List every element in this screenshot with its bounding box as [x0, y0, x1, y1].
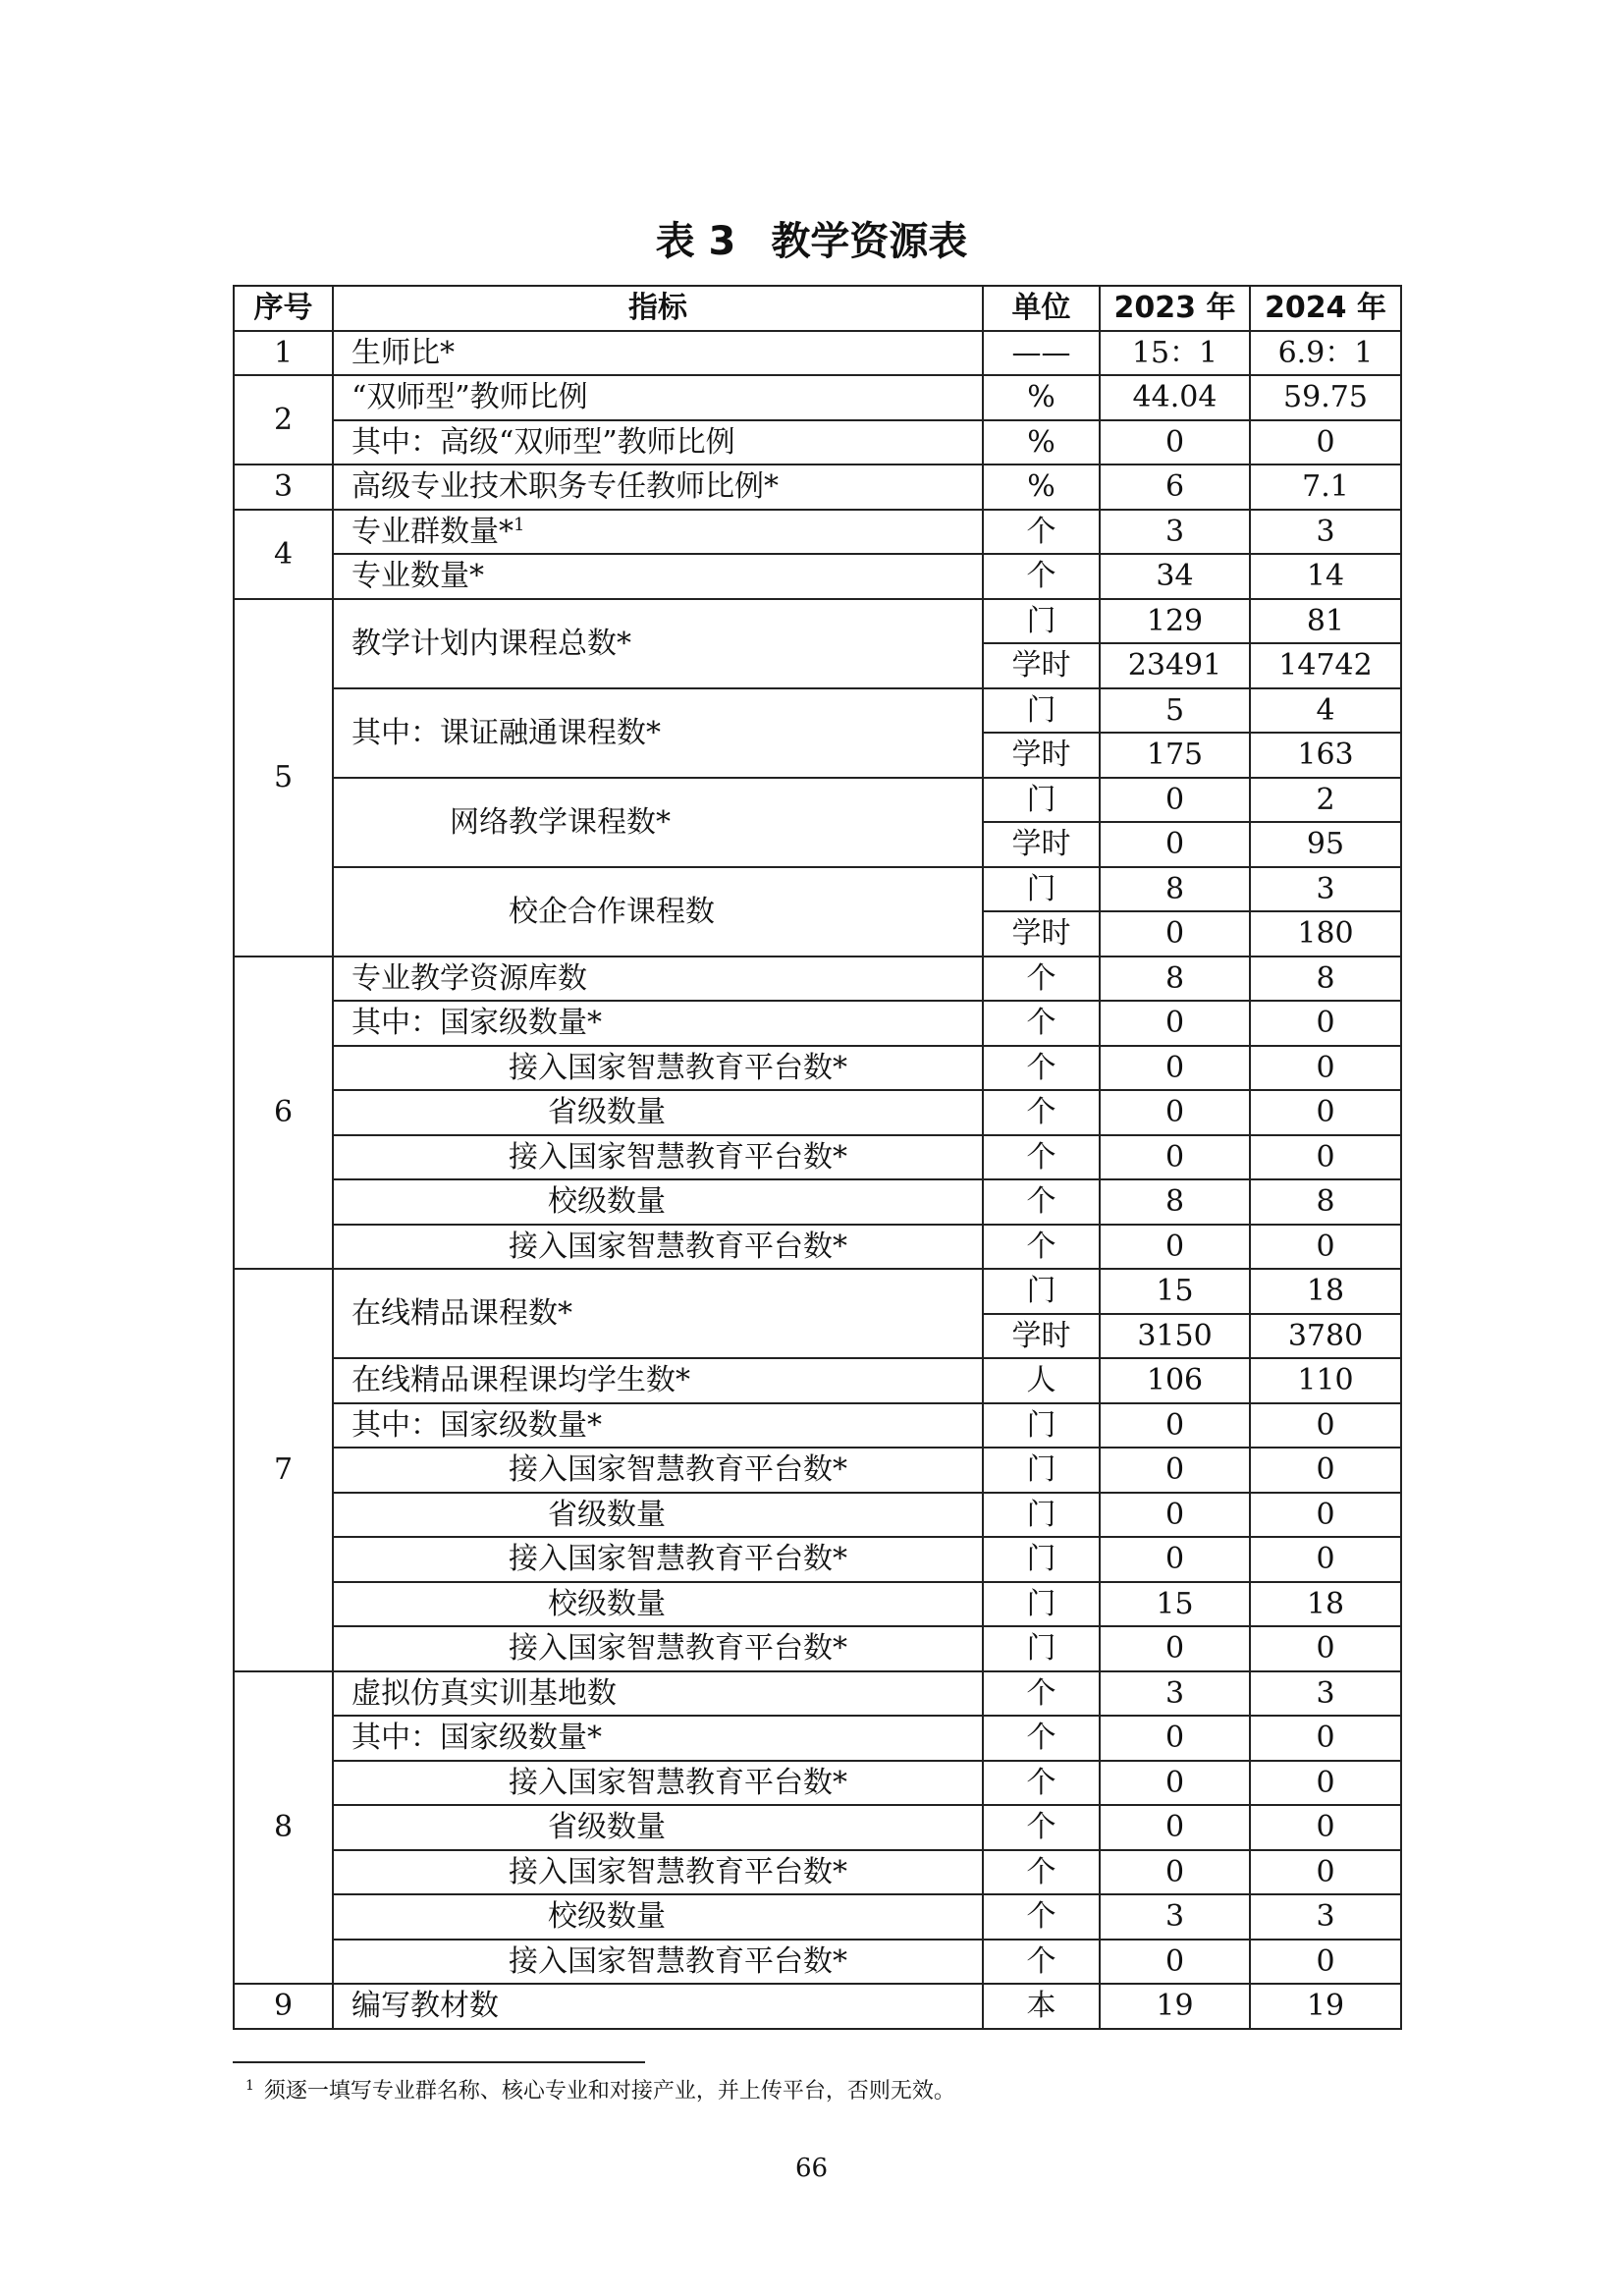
unit-cell: 门: [983, 867, 1100, 912]
value-2023: 19: [1100, 1984, 1250, 2029]
unit-cell: 本: [983, 1984, 1100, 2029]
value-2024: 3: [1250, 867, 1401, 912]
value-2024: 0: [1250, 1850, 1401, 1895]
value-2024: 0: [1250, 1626, 1401, 1671]
value-2024: 19: [1250, 1984, 1401, 2029]
indicator-cell: 其中：课证融通课程数*: [333, 688, 983, 778]
row-number: 3: [234, 465, 333, 510]
page-number: 66: [794, 2154, 829, 2183]
indicator-cell: 接入国家智慧教育平台数*: [333, 1940, 983, 1985]
value-2023: 0: [1100, 778, 1250, 823]
header-indicator: 指标: [333, 286, 983, 331]
row-number: 6: [234, 957, 333, 1270]
unit-cell: 门: [983, 1269, 1100, 1314]
unit-cell: 个: [983, 1716, 1100, 1761]
unit-cell: 学时: [983, 1314, 1100, 1359]
table-row: [234, 1850, 1401, 1895]
footnote-text: 须逐一填写专业群名称、核心专业和对接产业，并上传平台，否则无效。: [263, 2079, 955, 2104]
indicator-cell: 接入国家智慧教育平台数*: [333, 1046, 983, 1091]
indicator-cell: 专业数量*: [333, 554, 983, 599]
value-2023: 44.04: [1100, 375, 1250, 420]
value-2024: 0: [1250, 1537, 1401, 1582]
value-2024: 180: [1250, 911, 1401, 957]
value-2024: 163: [1250, 733, 1401, 778]
indicator-cell: “双师型”教师比例: [333, 375, 983, 420]
value-2024: 0: [1250, 1805, 1401, 1850]
table-row: [234, 1403, 1401, 1449]
unit-cell: 个: [983, 1671, 1100, 1717]
table-row: [234, 1626, 1401, 1671]
table-row: [234, 375, 1401, 420]
value-2023: 0: [1100, 1850, 1250, 1895]
indicator-cell: 接入国家智慧教育平台数*: [333, 1761, 983, 1806]
table-row: [234, 1582, 1401, 1627]
value-2023: 3: [1100, 510, 1250, 555]
table-row: [234, 1090, 1401, 1135]
indicator-cell: 虚拟仿真实训基地数: [333, 1671, 983, 1717]
value-2024: 18: [1250, 1582, 1401, 1627]
value-2024: 4: [1250, 688, 1401, 734]
table-row: [234, 778, 1401, 823]
header-2023: 2023 年: [1100, 286, 1250, 331]
value-2024: 2: [1250, 778, 1401, 823]
value-2024: 8: [1250, 957, 1401, 1002]
table-row: [234, 1001, 1401, 1046]
value-2024: 14742: [1250, 643, 1401, 688]
footnote-mark: 1: [245, 2077, 254, 2094]
indicator-cell: 接入国家智慧教育平台数*: [333, 1626, 983, 1671]
table-row: [234, 1135, 1401, 1180]
table-row: [234, 1046, 1401, 1091]
value-2023: 129: [1100, 599, 1250, 644]
value-2023: 8: [1100, 867, 1250, 912]
value-2023: 8: [1100, 957, 1250, 1002]
unit-cell: 个: [983, 1135, 1100, 1180]
indicator-cell: 其中：国家级数量*: [333, 1716, 983, 1761]
table-row: [234, 1358, 1401, 1403]
footnote-divider: [233, 2061, 645, 2063]
row-number: 8: [234, 1671, 333, 1985]
unit-cell: %: [983, 465, 1100, 510]
table-row: [234, 1225, 1401, 1270]
value-2023: 0: [1100, 911, 1250, 957]
value-2024: 3: [1250, 1894, 1401, 1940]
table-row: [234, 1894, 1401, 1940]
indicator-cell: 网络教学课程数*: [333, 778, 983, 867]
table-row: [234, 1940, 1401, 1985]
value-2024: 0: [1250, 1225, 1401, 1270]
row-number: 9: [234, 1984, 333, 2029]
unit-cell: %: [983, 375, 1100, 420]
table-row: [234, 599, 1401, 644]
unit-cell: 个: [983, 1225, 1100, 1270]
value-2023: 3150: [1100, 1314, 1250, 1359]
unit-cell: 个: [983, 1179, 1100, 1225]
indicator-cell: 校企合作课程数: [333, 867, 983, 957]
unit-cell: 门: [983, 688, 1100, 734]
unit-cell: 门: [983, 1582, 1100, 1627]
indicator-cell: 省级数量: [333, 1090, 983, 1135]
indicator-cell: 在线精品课程课均学生数*: [333, 1358, 983, 1403]
value-2023: 3: [1100, 1894, 1250, 1940]
unit-cell: 学时: [983, 911, 1100, 957]
unit-cell: ——: [983, 331, 1100, 376]
value-2023: 106: [1100, 1358, 1250, 1403]
row-number: 4: [234, 510, 333, 599]
table-row: [234, 331, 1401, 376]
row-number: 7: [234, 1269, 333, 1671]
indicator-cell: 专业教学资源库数: [333, 957, 983, 1002]
value-2024: 18: [1250, 1269, 1401, 1314]
indicator-cell: 接入国家智慧教育平台数*: [333, 1135, 983, 1180]
unit-cell: 门: [983, 778, 1100, 823]
value-2024: 0: [1250, 1761, 1401, 1806]
table-row: [234, 1448, 1401, 1493]
table-caption: 教学资源表: [771, 219, 968, 264]
header-no: 序号: [234, 286, 333, 331]
teaching-resources-table: [233, 285, 1402, 2030]
unit-cell: 门: [983, 599, 1100, 644]
value-2023: 8: [1100, 1179, 1250, 1225]
value-2023: 6: [1100, 465, 1250, 510]
value-2023: 0: [1100, 420, 1250, 465]
value-2023: 0: [1100, 1761, 1250, 1806]
unit-cell: %: [983, 420, 1100, 465]
table-row: [234, 1671, 1401, 1717]
value-2023: 0: [1100, 1626, 1250, 1671]
value-2024: 110: [1250, 1358, 1401, 1403]
unit-cell: 个: [983, 1090, 1100, 1135]
value-2024: 0: [1250, 1046, 1401, 1091]
value-2024: 6.9：1: [1250, 331, 1401, 376]
footnote: [245, 2074, 955, 2105]
value-2024: 59.75: [1250, 375, 1401, 420]
value-2024: 0: [1250, 1716, 1401, 1761]
indicator-cell: 接入国家智慧教育平台数*: [333, 1850, 983, 1895]
table-title: [0, 210, 1623, 266]
value-2023: 0: [1100, 1805, 1250, 1850]
unit-cell: 个: [983, 1805, 1100, 1850]
value-2023: 34: [1100, 554, 1250, 599]
unit-cell: 人: [983, 1358, 1100, 1403]
unit-cell: 门: [983, 1626, 1100, 1671]
value-2024: 0: [1250, 1403, 1401, 1449]
indicator-cell: 教学计划内课程总数*: [333, 599, 983, 688]
value-2024: 0: [1250, 1448, 1401, 1493]
indicator-cell: 接入国家智慧教育平台数*: [333, 1537, 983, 1582]
value-2024: 0: [1250, 1493, 1401, 1538]
table-row: [234, 1179, 1401, 1225]
value-2023: 175: [1100, 733, 1250, 778]
table-row: [234, 957, 1401, 1002]
row-number: 5: [234, 599, 333, 957]
unit-cell: 学时: [983, 822, 1100, 867]
value-2023: 0: [1100, 1135, 1250, 1180]
unit-cell: 个: [983, 957, 1100, 1002]
value-2024: 8: [1250, 1179, 1401, 1225]
value-2024: 3: [1250, 510, 1401, 555]
unit-cell: 门: [983, 1537, 1100, 1582]
row-number: 2: [234, 375, 333, 465]
indicator-cell: 在线精品课程数*: [333, 1269, 983, 1358]
table-row: [234, 1716, 1401, 1761]
value-2023: 0: [1100, 1046, 1250, 1091]
value-2023: 0: [1100, 1448, 1250, 1493]
value-2023: 3: [1100, 1671, 1250, 1717]
value-2023: 0: [1100, 1940, 1250, 1985]
indicator-cell: 编写教材数: [333, 1984, 983, 2029]
header-unit: 单位: [983, 286, 1100, 331]
unit-cell: 门: [983, 1493, 1100, 1538]
indicator-cell: 接入国家智慧教育平台数*: [333, 1225, 983, 1270]
value-2024: 3: [1250, 1671, 1401, 1717]
row-number: 1: [234, 331, 333, 376]
indicator-cell: 校级数量: [333, 1582, 983, 1627]
indicator-cell: 省级数量: [333, 1805, 983, 1850]
unit-cell: 学时: [983, 643, 1100, 688]
table-row: [234, 510, 1401, 555]
unit-cell: 个: [983, 554, 1100, 599]
header-2024: 2024 年: [1250, 286, 1401, 331]
table-row: [234, 420, 1401, 465]
unit-cell: 学时: [983, 733, 1100, 778]
table-number: 表 3: [655, 219, 736, 264]
value-2023: 0: [1100, 822, 1250, 867]
indicator-cell: 其中：国家级数量*: [333, 1001, 983, 1046]
table-row: [234, 1493, 1401, 1538]
indicator-cell: 生师比*: [333, 331, 983, 376]
table-row: [234, 1537, 1401, 1582]
unit-cell: 个: [983, 1761, 1100, 1806]
unit-cell: 个: [983, 1001, 1100, 1046]
value-2023: 15: [1100, 1582, 1250, 1627]
indicator-cell: 其中：国家级数量*: [333, 1403, 983, 1449]
table-row: [234, 1984, 1401, 2029]
value-2023: 23491: [1100, 643, 1250, 688]
value-2024: 14: [1250, 554, 1401, 599]
value-2024: 7.1: [1250, 465, 1401, 510]
indicator-cell: 其中：高级“双师型”教师比例: [333, 420, 983, 465]
value-2024: 95: [1250, 822, 1401, 867]
unit-cell: 个: [983, 1894, 1100, 1940]
value-2024: 81: [1250, 599, 1401, 644]
indicator-cell: 接入国家智慧教育平台数*: [333, 1448, 983, 1493]
value-2023: 0: [1100, 1090, 1250, 1135]
unit-cell: 个: [983, 1046, 1100, 1091]
table-row: [234, 554, 1401, 599]
value-2023: 0: [1100, 1403, 1250, 1449]
value-2024: 3780: [1250, 1314, 1401, 1359]
value-2024: 0: [1250, 1090, 1401, 1135]
value-2023: 0: [1100, 1225, 1250, 1270]
value-2023: 0: [1100, 1001, 1250, 1046]
indicator-cell: [333, 510, 983, 555]
value-2024: 0: [1250, 1135, 1401, 1180]
unit-cell: 个: [983, 1940, 1100, 1985]
unit-cell: 门: [983, 1403, 1100, 1449]
unit-cell: 个: [983, 1850, 1100, 1895]
indicator-cell: 高级专业技术职务专任教师比例*: [333, 465, 983, 510]
indicator-cell: 校级数量: [333, 1179, 983, 1225]
indicator-cell: 校级数量: [333, 1894, 983, 1940]
table-row: [234, 1269, 1401, 1314]
table-row: [234, 465, 1401, 510]
footnote-ref: 1: [514, 514, 525, 535]
value-2024: 0: [1250, 420, 1401, 465]
value-2023: 0: [1100, 1493, 1250, 1538]
value-2023: 15: [1100, 1269, 1250, 1314]
table-row: [234, 1805, 1401, 1850]
indicator-cell: 省级数量: [333, 1493, 983, 1538]
indicator-text: 专业群数量*: [352, 514, 514, 549]
table-row: [234, 1761, 1401, 1806]
value-2023: 0: [1100, 1537, 1250, 1582]
header-row: [234, 286, 1401, 331]
table-row: [234, 867, 1401, 912]
table-row: [234, 688, 1401, 734]
value-2023: 0: [1100, 1716, 1250, 1761]
unit-cell: 个: [983, 510, 1100, 555]
value-2023: 5: [1100, 688, 1250, 734]
unit-cell: 门: [983, 1448, 1100, 1493]
value-2024: 0: [1250, 1001, 1401, 1046]
value-2023: 15：1: [1100, 331, 1250, 376]
value-2024: 0: [1250, 1940, 1401, 1985]
